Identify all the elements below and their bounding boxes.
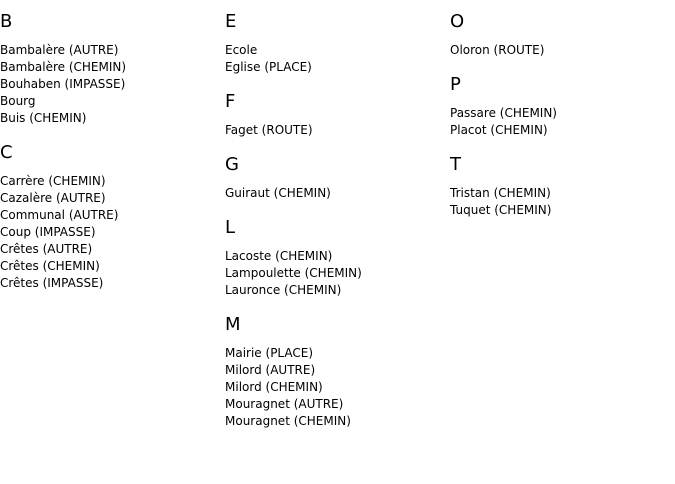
letter-group — [450, 73, 670, 139]
street-link[interactable]: Lampoulette (CHEMIN) — [225, 266, 362, 280]
letter-group — [225, 216, 445, 299]
street-link[interactable]: Tristan (CHEMIN) — [450, 186, 551, 200]
street-link[interactable]: Crêtes (AUTRE) — [0, 242, 93, 256]
letter-group — [225, 10, 445, 76]
street-list — [225, 42, 445, 76]
street-link[interactable]: Carrère (CHEMIN) — [0, 174, 106, 188]
letter-heading: G — [225, 154, 239, 175]
letter-heading: F — [225, 91, 236, 112]
letter-group — [225, 153, 445, 202]
street-link[interactable]: Mairie (PLACE) — [225, 346, 314, 360]
letter-group — [450, 153, 670, 219]
letter-heading: L — [225, 217, 236, 238]
letter-heading: B — [0, 11, 13, 32]
street-list — [450, 42, 670, 59]
street-link[interactable]: Bourg — [0, 94, 36, 108]
letter-heading: M — [225, 314, 241, 335]
letter-heading: T — [450, 154, 461, 175]
street-link[interactable]: Crêtes (CHEMIN) — [0, 259, 100, 273]
letter-heading: C — [0, 142, 13, 163]
street-list — [450, 185, 670, 219]
street-link[interactable]: Cazalère (AUTRE) — [0, 191, 106, 205]
street-list — [0, 173, 220, 292]
street-link[interactable]: Bambalère (CHEMIN) — [0, 60, 127, 74]
street-list — [450, 105, 670, 139]
street-link[interactable]: Lacoste (CHEMIN) — [225, 249, 333, 263]
street-link[interactable]: Tuquet (CHEMIN) — [450, 203, 552, 217]
street-link[interactable]: Communal (AUTRE) — [0, 208, 119, 222]
street-list — [225, 248, 445, 299]
street-link[interactable]: Buis (CHEMIN) — [0, 111, 87, 125]
street-link[interactable]: Passare (CHEMIN) — [450, 106, 557, 120]
street-list — [225, 122, 445, 139]
street-link[interactable]: Eglise (PLACE) — [225, 60, 312, 74]
letter-heading: P — [450, 74, 461, 95]
street-link[interactable]: Crêtes (IMPASSE) — [0, 276, 104, 290]
letter-group — [225, 90, 445, 139]
street-link[interactable]: Milord (CHEMIN) — [225, 380, 323, 394]
street-index-column-2 — [225, 10, 445, 444]
letter-group — [0, 10, 220, 127]
letter-group — [450, 10, 670, 59]
street-link[interactable]: Ecole — [225, 43, 258, 57]
street-index-column-3 — [450, 10, 670, 233]
street-link[interactable]: Coup (IMPASSE) — [0, 225, 96, 239]
letter-heading: O — [450, 11, 465, 32]
street-link[interactable]: Guiraut (CHEMIN) — [225, 186, 331, 200]
street-list — [0, 42, 220, 127]
street-link[interactable]: Placot (CHEMIN) — [450, 123, 548, 137]
street-link[interactable]: Lauronce (CHEMIN) — [225, 283, 342, 297]
street-link[interactable]: Milord (AUTRE) — [225, 363, 316, 377]
letter-group — [225, 313, 445, 430]
street-link[interactable]: Mouragnet (CHEMIN) — [225, 414, 351, 428]
letter-group — [0, 141, 220, 292]
street-list — [225, 185, 445, 202]
letter-heading: E — [225, 11, 237, 32]
street-link[interactable]: Oloron (ROUTE) — [450, 43, 545, 57]
street-link[interactable]: Mouragnet (AUTRE) — [225, 397, 344, 411]
street-link[interactable]: Bambalère (AUTRE) — [0, 43, 119, 57]
street-index-column-1 — [0, 10, 220, 306]
street-list — [225, 345, 445, 430]
street-link[interactable]: Bouhaben (IMPASSE) — [0, 77, 126, 91]
street-link[interactable]: Faget (ROUTE) — [225, 123, 313, 137]
